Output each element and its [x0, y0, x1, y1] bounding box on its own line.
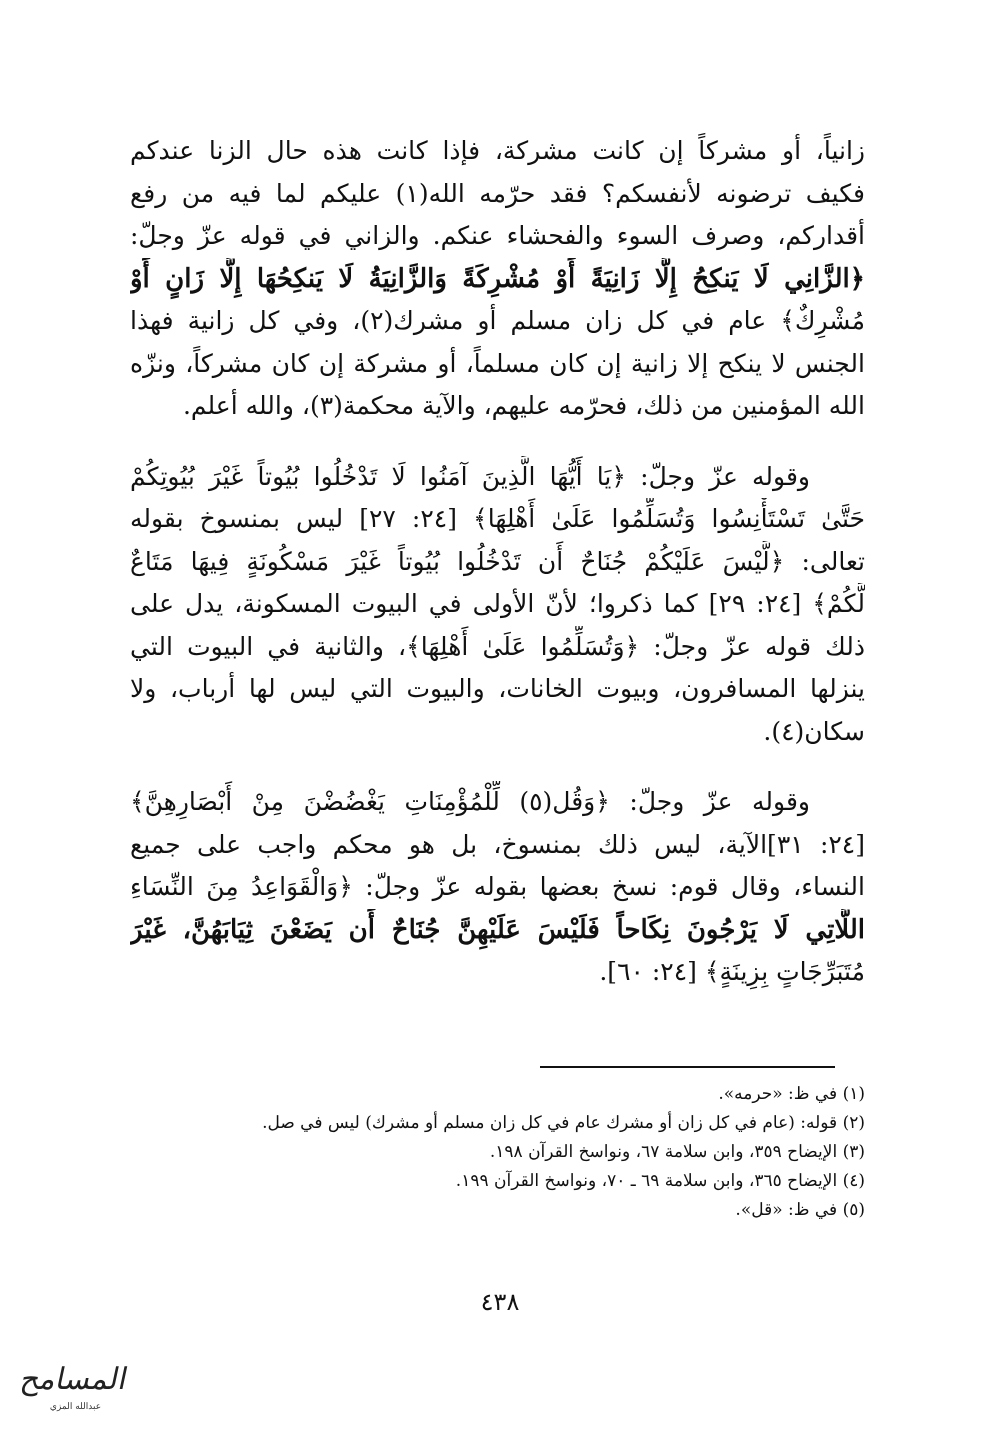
text-line: وقوله عزّ وجلّ: ﴿وَقُل(٥) لِّلْمُؤْمِنَاتِ يَغْضُضْنَ مِنْ أَبْصَارِهِنَّ﴾	[130, 787, 810, 816]
text-line: ذلك قوله عزّ وجلّ: ﴿وَتُسَلِّمُوا عَلَىٰ أَهْلِهَا﴾، والثانية في البيوت التي	[130, 631, 865, 661]
paragraph-1	[130, 130, 865, 428]
footnote-4: (٤) الإيضاح ٣٦٥، وابن سلامة ٦٩ ـ ٧٠، ونواسخ القرآن ١٩٩.	[455, 1171, 865, 1191]
text-line: زانياً، أو مشركاً إن كانت مشركة، فإذا كانت هذه حال الزنا عندكم	[130, 136, 865, 165]
stamp-text: المسامح	[17, 1362, 131, 1397]
text-line: مُشْرِكٌ﴾ عام في كل زان مسلم أو مشرك(٢)، وفي كل زانية فهذا	[130, 306, 865, 335]
footnote-2: (٢) قوله: (عام في كل زان أو مشرك عام في كل زان مسلم أو مشرك) ليس في صل.	[262, 1113, 865, 1133]
text-line: [٢٤: ٣١]الآية، ليس ذلك بمنسوخ، بل هو محكم واجب على جميع	[130, 829, 865, 859]
text-line: حَتَّىٰ تَسْتَأْنِسُوا وَتُسَلِّمُوا عَلَىٰ أَهْلِهَا﴾ [٢٤: ٢٧] ليس بمنسوخ بقوله	[130, 504, 865, 533]
text-line: لَّكُمْ﴾ [٢٤: ٢٩] كما ذكروا؛ لأنّ الأولى في البيوت المسكونة، يدل على	[130, 589, 865, 618]
text-line: النساء، وقال قوم: نسخ بعضها بقوله عزّ وجلّ: ﴿وَالْقَوَاعِدُ مِنَ النِّسَاءِ	[130, 872, 865, 901]
text-line: الجنس لا ينكح إلا زانية إن كان مسلماً، أو مشركة إن كان مشركاً، ونزّه	[130, 348, 865, 378]
paragraph-3	[130, 781, 865, 994]
text-line: مُتَبَرِّجَاتٍ بِزِينَةٍ﴾ [٢٤: ٦٠].	[599, 957, 865, 986]
text-line: أقداركم، وصرف السوء والفحشاء عنكم. والزاني في قوله عزّ وجلّ:	[130, 221, 865, 250]
page-number: ٤٣٨	[480, 1288, 520, 1316]
stamp-logo	[14, 1358, 134, 1420]
quran-verse-line: اللَّاتِي لَا يَرْجُونَ نِكَاحاً فَلَيْسَ عَلَيْهِنَّ جُنَاحٌ أَن يَضَعْنَ ثِيَابَهُنَّ، غَيْرَ	[130, 914, 865, 945]
footnote-3: (٣) الإيضاح ٣٥٩، وابن سلامة ٦٧، ونواسخ القرآن ١٩٨.	[489, 1142, 865, 1162]
text-line: الله المؤمنين من ذلك، فحرّمه عليهم، والآية محكمة(٣)، والله أعلم.	[182, 391, 865, 420]
text-line: وقوله عزّ وجلّ: ﴿يَا أَيُّهَا الَّذِينَ آمَنُوا لَا تَدْخُلُوا بُيُوتاً غَيْرَ بُيُوتِكُمْ	[130, 461, 810, 491]
paragraph-2	[130, 456, 865, 754]
text-line: فكيف ترضونه لأنفسكم؟ فقد حرّمه الله(١) عليكم لما فيه من رفع	[130, 178, 865, 208]
text-line: ينزلها المسافرون، وبيوت الخانات، والبيوت التي ليس لها أرباب، ولا	[130, 674, 865, 703]
footnote-divider	[540, 1066, 835, 1068]
text-line: تعالى: ﴿لَّيْسَ عَلَيْكُمْ جُنَاحٌ أَن تَدْخُلُوا بُيُوتاً غَيْرَ مَسْكُونَةٍ فِيهَا مَتَاعٌ	[130, 546, 865, 576]
quran-verse-line: ﴿الزَّانِي لَا يَنكِحُ إِلَّا زَانِيَةً أَوْ مُشْرِكَةً وَالزَّانِيَةُ لَا يَنكِحُهَا إِلَّا زَانٍ أَوْ	[130, 263, 865, 294]
stamp-subtext: عبدالله المزي	[49, 1402, 102, 1412]
footnote-1: (١) في ظ: «حرمه».	[718, 1084, 865, 1104]
text-line: سكان(٤).	[763, 716, 865, 746]
footnote-5: (٥) في ظ: «قل».	[735, 1200, 865, 1220]
main-text	[130, 130, 865, 1022]
footnotes	[130, 1080, 865, 1225]
